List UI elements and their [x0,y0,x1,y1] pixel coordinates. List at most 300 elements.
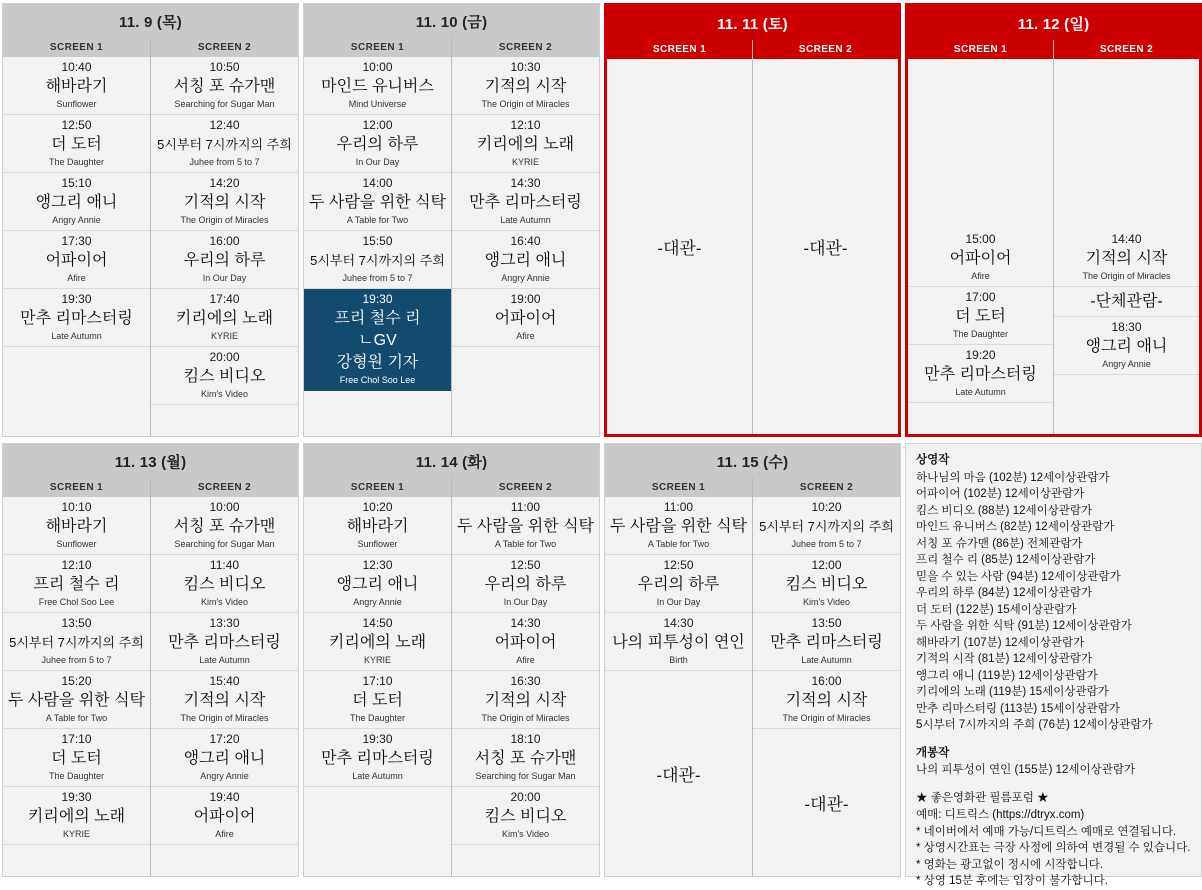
screening-time: 11:40 [209,558,240,572]
screening-slot[interactable] [452,289,599,347]
film-title-en: The Origin of Miracles [1082,271,1171,281]
screening-slot[interactable] [304,231,451,289]
screening-time: 14:30 [663,616,694,630]
screening-slot[interactable] [452,57,599,115]
rental-notice: -대관- [607,59,752,434]
film-info-line: 마인드 유니버스 (82분) 12세이상관람가 [916,521,1115,533]
film-info-line: 키리에의 노래 (119분) 15세이상관람가 [916,686,1109,698]
screening-slot[interactable] [304,173,451,231]
empty-slot [304,391,451,436]
film-title-ko: 두 사람을 위한 식탁 [8,692,145,709]
day-card [303,3,600,437]
screen-columns [304,497,599,876]
screen-columns [304,57,599,436]
day-title: 11. 10 (금) [304,4,599,38]
screening-time: 19:20 [965,348,996,362]
film-title-en: In Our Day [355,157,400,167]
film-title-ko: 우리의 하루 [637,576,720,593]
film-title-ko: 우리의 하루 [484,576,567,593]
screening-time: 13:50 [811,616,842,630]
film-title-en: Afire [971,271,990,281]
screening-slot[interactable] [304,729,451,787]
empty-slot [151,405,298,436]
screen-header-2: SCREEN 2 [753,478,900,497]
screening-slot[interactable] [304,497,451,555]
film-title-en: The Origin of Miracles [481,713,570,723]
screen-columns [3,57,298,436]
screening-time: 17:10 [61,732,92,746]
screen-header-2: SCREEN 2 [151,478,298,497]
empty-slot [452,347,599,436]
film-title-ko: 5시부터 7시까지의 주희 [9,635,144,650]
day-card [905,3,1202,437]
film-title-en: Mind Universe [348,99,407,109]
film-title-ko: 어파이어 [494,634,557,651]
film-title-en: Sunflower [357,539,398,549]
film-title-ko: 5시부터 7시까지의 주희 [310,253,445,268]
film-title-ko: 키리에의 노래 [476,136,575,153]
film-title-en: Angry Annie [52,215,101,225]
empty-slot [1054,59,1199,229]
screening-time: 12:50 [61,118,92,132]
film-info-line: 해바라기 (107분) 12세이상관람가 [916,636,1085,649]
film-title-en: A Table for Two [494,539,557,549]
screening-slot[interactable] [3,57,150,115]
screening-time: 19:30 [362,732,393,746]
film-title-en: The Daughter [349,713,406,723]
screening-slot[interactable] [452,555,599,613]
screening-slot[interactable] [605,555,752,613]
screen-headers [304,38,599,57]
screening-time: 20:00 [209,350,240,364]
screening-slot[interactable] [605,497,752,555]
screen-headers [605,478,900,497]
screening-slot[interactable] [452,729,599,787]
screening-time: 10:20 [811,500,842,514]
film-title-ko: 해바라기 [346,518,409,535]
film-title-ko: 두 사람을 위한 식탁 [610,518,747,535]
screening-time: 12:40 [209,118,240,132]
screen-column-1 [605,497,752,876]
film-event-line: ㄴGV [358,332,397,349]
screening-time: 15:10 [61,176,92,190]
film-info-line: 기적의 시작 (81분) 12세이상관람가 [916,653,1093,665]
film-guest-name: 강형원 기자 [336,354,419,371]
film-title-en: Kim's Video [200,597,249,607]
film-title-en: In Our Day [656,597,701,607]
screening-time: 10:20 [362,500,393,514]
screening-slot[interactable] [151,671,298,729]
film-title-en: Sunflower [56,539,97,549]
rental-notice: -대관- [605,671,752,876]
screen-column-1 [304,57,451,436]
screening-slot[interactable] [908,229,1053,287]
screening-time: 12:50 [663,558,694,572]
screening-time: 14:30 [510,176,541,190]
film-title-en: Late Autumn [51,331,102,341]
film-title-ko: 나의 피투성이 연인 [612,634,745,651]
screening-time: 19:30 [61,292,92,306]
film-title-en: The Origin of Miracles [180,215,269,225]
screening-time: 18:30 [1111,320,1142,334]
screening-slot[interactable] [3,555,150,613]
screen-header-1: SCREEN 1 [605,478,752,497]
film-title-en: Late Autumn [352,771,403,781]
film-title-ko: 해바라기 [45,518,108,535]
screen-headers [607,40,898,59]
screening-slot[interactable] [3,671,150,729]
screen-column-2 [452,497,599,876]
screening-time: 17:20 [209,732,240,746]
film-title-en: Free Chol Soo Lee [339,375,416,385]
film-title-en: Searching for Sugar Man [475,771,576,781]
film-title-ko: 만추 리마스터링 [321,750,434,767]
screening-slot[interactable] [3,497,150,555]
film-title-en: In Our Day [503,597,548,607]
film-title-ko: 더 도터 [352,692,403,709]
screening-slot[interactable] [908,345,1053,403]
screening-slot[interactable] [452,173,599,231]
screening-time: 14:40 [1111,232,1142,246]
screening-time: 15:50 [362,234,393,248]
screening-time: 17:40 [209,292,240,306]
screening-time: 15:20 [61,674,92,688]
screening-slot[interactable] [304,671,451,729]
film-info-line: 앵그리 애니 (119분) 12세이상관람가 [916,669,1098,682]
screening-slot[interactable] [151,115,298,173]
screening-slot[interactable] [753,671,900,729]
film-title-en: Late Autumn [801,655,852,665]
screening-slot[interactable] [452,613,599,671]
film-title-ko: 기적의 시작 [484,692,567,709]
film-title-ko: 마인드 유니버스 [321,78,434,95]
screening-slot[interactable] [3,173,150,231]
film-title-ko: 킴스 비디오 [484,808,567,825]
screening-time: 14:50 [362,616,393,630]
film-title-ko: 어파이어 [45,252,108,269]
film-title-ko: 5시부터 7시까지의 주희 [157,137,292,152]
rental-notice: -대관- [753,59,898,434]
screen-header-1: SCREEN 1 [304,478,451,497]
screening-slot[interactable] [3,729,150,787]
day-title: 11. 14 (화) [304,444,599,478]
film-title-ko: 어파이어 [494,310,557,327]
film-title-ko: 서칭 포 슈가맨 [173,78,276,95]
film-title-en: Kim's Video [200,389,249,399]
screening-slot[interactable] [304,289,451,391]
film-title-ko: 키리에의 노래 [175,310,274,327]
screening-time: 19:40 [209,790,240,804]
screening-time: 12:50 [510,558,541,572]
screening-time: 13:50 [61,616,92,630]
screening-slot[interactable] [151,347,298,405]
film-title-en: KYRIE [210,331,238,341]
screen-columns [605,497,900,876]
screening-slot[interactable] [753,497,900,555]
screening-slot[interactable] [605,613,752,671]
screening-slot[interactable] [151,231,298,289]
film-info-line: 더 도터 (122분) 15세이상관람가 [916,603,1077,616]
film-title-en: Juhee from 5 to 7 [791,539,862,549]
day-title: 11. 11 (토) [607,6,898,40]
film-info-line: 프리 철수 리 (85분) 12세이상관람가 [916,554,1096,566]
film-title-ko: 5시부터 7시까지의 주희 [759,519,894,534]
film-title-en: The Daughter [48,157,105,167]
film-title-en: KYRIE [363,655,391,665]
screening-time: 18:10 [510,732,541,746]
screening-time: 12:10 [510,118,541,132]
film-title-en: Juhee from 5 to 7 [342,273,413,283]
screen-columns [3,497,298,876]
info-heading-upcoming: 개봉작 [916,746,950,759]
forum-title: ★ 좋은영화관 필름포럼 ★ [916,791,1049,804]
screen-column-2 [452,57,599,436]
film-title-ko: 키리에의 노래 [27,808,126,825]
film-title-ko: 기적의 시작 [183,692,266,709]
film-title-ko: 더 도터 [51,136,102,153]
film-title-ko: 킴스 비디오 [785,576,868,593]
info-heading-now-showing: 상영작 [916,454,950,466]
screen-column-1 [607,59,752,434]
screening-time: 12:00 [811,558,842,572]
film-title-en: Kim's Video [501,829,550,839]
screening-slot[interactable] [1054,317,1199,375]
screening-time: 19:00 [510,292,541,306]
film-title-ko: 만추 리마스터링 [924,366,1037,383]
film-title-ko: 키리에의 노래 [328,634,427,651]
screening-slot[interactable] [1054,287,1199,317]
film-title-ko: 앵그리 애니 [336,576,419,593]
screening-time: 14:00 [362,176,393,190]
film-title-ko: 두 사람을 위한 식탁 [457,518,594,535]
empty-slot [908,59,1053,229]
film-info-line: 믿을 수 있는 사람 (94분) 12세이상관람가 [916,570,1121,583]
screening-time: 10:50 [209,60,240,74]
day-card [604,3,901,437]
screening-time: 13:30 [209,616,240,630]
day-title: 11. 9 (목) [3,4,298,38]
film-title-ko: 만추 리마스터링 [469,194,582,211]
film-title-en: Afire [516,655,535,665]
screening-slot[interactable] [3,231,150,289]
screening-time: 12:10 [61,558,92,572]
film-title-ko: 기적의 시작 [1085,250,1168,267]
film-title-en: A Table for Two [647,539,710,549]
film-title-ko: 만추 리마스터링 [168,634,281,651]
screen-column-1 [908,59,1053,434]
film-info-line: 5시부터 7시까지의 주희 (76분) 12세이상관람가 [916,719,1153,731]
screening-slot[interactable] [151,57,298,115]
screen-header-2: SCREEN 2 [151,38,298,57]
info-panel [905,443,1202,887]
screening-time: 16:00 [811,674,842,688]
screen-column-2 [151,497,298,876]
screening-time: 10:10 [61,500,92,514]
screening-time: 15:00 [965,232,996,246]
screen-columns [607,59,898,434]
screening-slot[interactable] [753,555,900,613]
screening-time: 17:00 [965,290,996,304]
film-title-ko: 서칭 포 슈가맨 [173,518,276,535]
film-title-ko: 앵그리 애니 [35,194,118,211]
screening-slot[interactable] [452,787,599,845]
screen-header-1: SCREEN 1 [3,478,150,497]
film-info-line: 두 사람을 위한 식탁 (91분) 12세이상관람가 [916,620,1132,632]
film-title-en: Angry Annie [501,273,550,283]
screening-time: 11:00 [663,500,694,514]
rental-notice: -대관- [753,729,900,876]
film-title-en: Late Autumn [500,215,551,225]
film-title-en: A Table for Two [45,713,108,723]
screening-slot[interactable] [1054,229,1199,287]
screening-time: 17:30 [61,234,92,248]
screen-columns [908,59,1199,434]
screening-slot[interactable] [304,613,451,671]
film-info-line: 만추 리마스터링 (113분) 15세이상관람가 [916,702,1120,715]
film-title-en: In Our Day [202,273,247,283]
screening-time: 10:40 [61,60,92,74]
screen-header-1: SCREEN 1 [304,38,451,57]
film-title-en: Juhee from 5 to 7 [41,655,112,665]
film-title-ko: 더 도터 [51,750,102,767]
empty-slot [304,787,451,876]
screening-slot[interactable] [753,613,900,671]
film-title-en: Afire [67,273,86,283]
screen-column-2 [1054,59,1199,434]
screening-slot[interactable] [151,613,298,671]
film-title-en: Sunflower [56,99,97,109]
screening-time: 14:20 [209,176,240,190]
screen-column-1 [3,57,150,436]
screening-slot[interactable] [3,613,150,671]
screening-slot[interactable] [151,787,298,845]
screen-headers [3,38,298,57]
film-title-ko: 기적의 시작 [484,78,567,95]
film-title-ko: 프리 철수 리 [334,310,421,327]
screening-time: 19:30 [362,292,393,306]
film-title-en: Late Autumn [955,387,1006,397]
screen-headers [304,478,599,497]
day-title: 11. 13 (월) [3,444,298,478]
film-title-ko: 기적의 시작 [183,194,266,211]
film-title-ko: 킴스 비디오 [183,576,266,593]
screening-slot[interactable] [151,289,298,347]
note-line: * 영화는 광고없이 정시에 시작합니다. [916,858,1104,871]
film-title-ko: 더 도터 [955,308,1006,325]
screening-slot[interactable] [151,173,298,231]
film-title-en: KYRIE [511,157,539,167]
empty-slot [151,845,298,876]
film-title-ko: 앵그리 애니 [1085,338,1168,355]
screening-slot[interactable] [304,555,451,613]
screening-slot[interactable] [151,497,298,555]
screening-slot[interactable] [452,115,599,173]
empty-slot [908,403,1053,434]
screening-time: 12:00 [362,118,393,132]
film-title-en: Free Chol Soo Lee [38,597,115,607]
screening-time: 19:30 [61,790,92,804]
film-info-line: 어파이어 (102분) 12세이상관람가 [916,488,1085,500]
film-title-en: KYRIE [62,829,90,839]
note-line: * 상영시간표는 극장 사정에 의하여 변경될 수 있습니다. [916,842,1191,854]
screening-time: 16:00 [209,234,240,248]
screen-column-2 [753,497,900,876]
screening-time: 11:00 [510,500,541,514]
film-title-en: Birth [669,655,688,665]
screening-slot[interactable] [3,289,150,347]
screen-column-1 [3,497,150,876]
film-title-en: Late Autumn [199,655,250,665]
screening-slot[interactable] [452,231,599,289]
film-title-ko: 프리 철수 리 [33,576,120,593]
film-title-ko: 앵그리 애니 [183,750,266,767]
film-title-en: Afire [215,829,234,839]
film-info-line: 킴스 비디오 (88분) 12세이상관람가 [916,504,1093,517]
screening-slot[interactable] [908,287,1053,345]
film-title-en: Angry Annie [200,771,249,781]
screening-time: 17:10 [362,674,393,688]
screen-header-2: SCREEN 2 [753,40,898,59]
film-title-ko: 만추 리마스터링 [20,310,133,327]
screening-slot[interactable] [304,115,451,173]
screening-time: 16:40 [510,234,541,248]
film-title-ko: -단체관람- [1090,293,1163,310]
screen-column-2 [753,59,898,434]
film-info-line: 우리의 하루 (84분) 12세이상관람가 [916,587,1093,599]
booking-line: 예매: 디트릭스 (https://dtryx.com) [916,809,1085,821]
film-title-en: Angry Annie [1102,359,1151,369]
film-title-en: Searching for Sugar Man [174,99,275,109]
empty-slot [3,845,150,876]
screen-column-2 [151,57,298,436]
film-title-en: The Daughter [48,771,105,781]
screening-slot[interactable] [151,555,298,613]
film-title-ko: 어파이어 [949,250,1012,267]
film-title-en: The Origin of Miracles [481,99,570,109]
screening-time: 12:30 [362,558,393,572]
film-title-ko: 서칭 포 슈가맨 [474,750,577,767]
screening-slot[interactable] [3,115,150,173]
note-line: * 상영 15분 후에는 입장이 불가합니다. [916,875,1108,887]
screening-time: 10:00 [362,60,393,74]
screen-header-1: SCREEN 1 [3,38,150,57]
film-title-ko: 우리의 하루 [183,252,266,269]
screening-time: 20:00 [510,790,541,804]
screening-slot[interactable] [151,729,298,787]
screening-slot[interactable] [304,57,451,115]
screening-time: 16:30 [510,674,541,688]
note-line: * 네이버에서 예매 가능/디트릭스 예매로 연결됩니다. [916,825,1177,838]
film-title-en: The Origin of Miracles [180,713,269,723]
film-title-en: Kim's Video [802,597,851,607]
film-title-en: Afire [516,331,535,341]
empty-slot [452,845,599,876]
film-title-en: A Table for Two [346,215,409,225]
film-title-en: The Origin of Miracles [782,713,871,723]
day-title: 11. 12 (일) [908,6,1199,40]
screening-time: 14:30 [510,616,541,630]
screen-headers [908,40,1199,59]
film-info-line: 하나님의 마음 (102분) 12세이상관람가 [916,471,1110,484]
day-card [303,443,600,877]
screening-slot[interactable] [3,787,150,845]
screening-slot[interactable] [452,671,599,729]
screening-time: 10:00 [209,500,240,514]
screening-slot[interactable] [452,497,599,555]
day-card [2,3,299,437]
screening-time: 15:40 [209,674,240,688]
film-title-ko: 앵그리 애니 [484,252,567,269]
